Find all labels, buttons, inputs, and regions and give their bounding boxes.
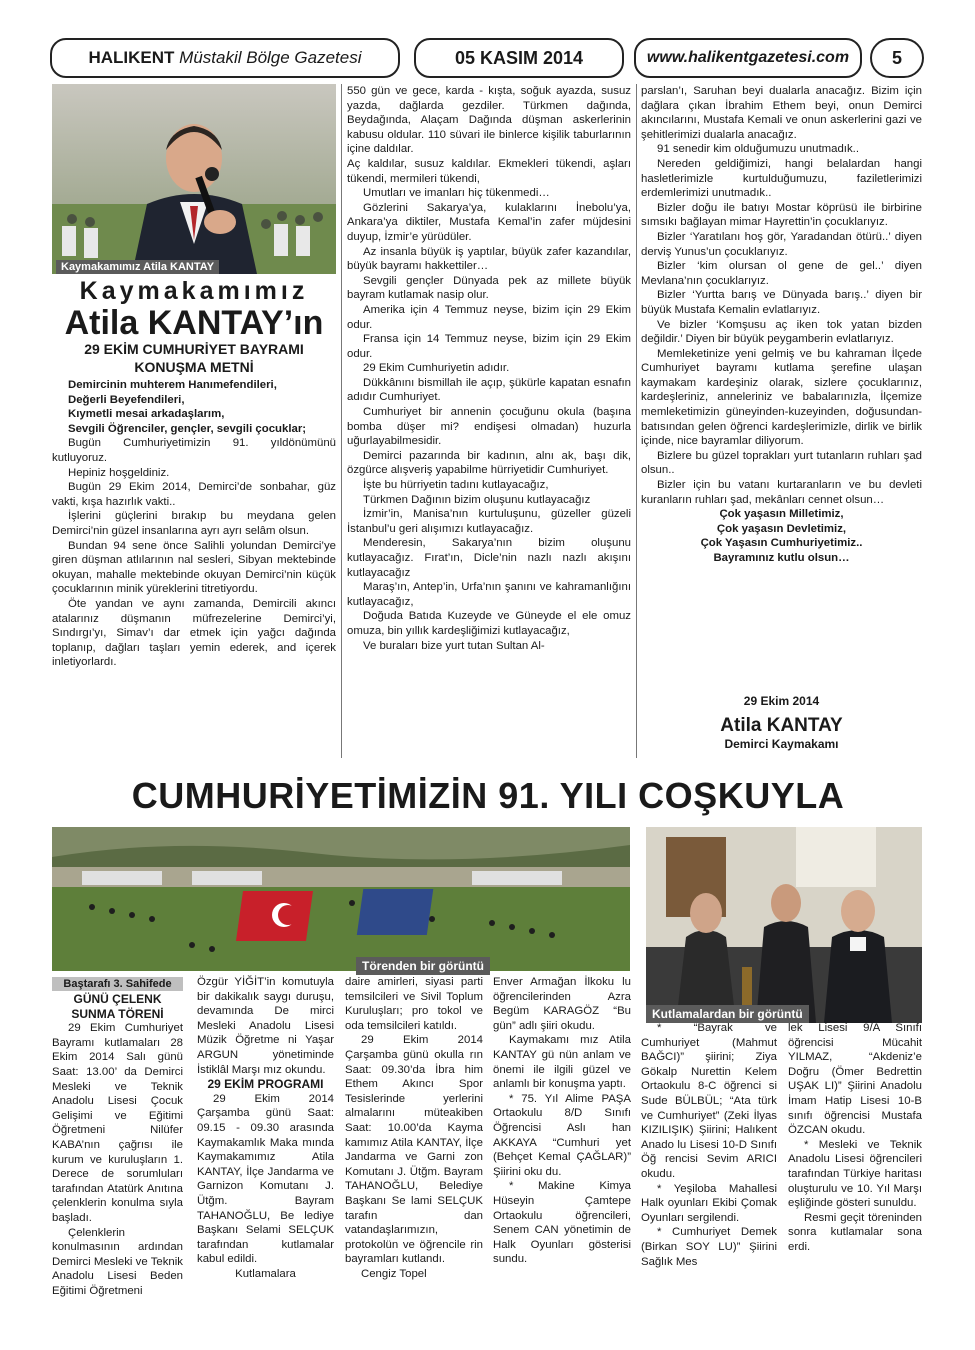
paragraph: Umutları ve imanları hiç tükenmedi…: [363, 187, 550, 200]
paragraph: Cengiz Topel: [361, 1267, 427, 1280]
news-column-4: [493, 975, 631, 1340]
signature-name: Atila KANTAY: [720, 714, 843, 736]
paragraph: parslan’ı, Saruhan beyi dualarla anacağız. Bizim için dağlara çıkan İbrahim Ethem beyi, onun Demirci akıncılarını, Mustafa Kemali ve onun askerlerini gazi ve şehitlerimizi dualarla anacağız.: [641, 85, 922, 141]
paragraph: Menderesin, Sakarya’nın bizim oluşunu kutlayacağız. Fırat’ın, Dicle’nin nazlı nazlı akışını kutlayacağız: [347, 537, 631, 579]
news-column-1: [52, 992, 183, 1342]
paragraph: * Cumhuriyet Demek (Birkan SOY LU)” Şiirini Sağlık Mes: [641, 1226, 777, 1268]
article-subtitle: 29 EKİM CUMHURİYET BAYRAMI KONUŞMA METNİ: [84, 341, 304, 375]
paragraph: Maraş’ın, Antep’in, Urfa’nın şanını ve kahramanlığını kutlayacağız,: [347, 581, 631, 608]
paragraph: Bizler ‘Yurtta barış ve Dünyada barış..’ diyen bir büyük Mustafa Kemalin evlatlarıyız.: [641, 289, 922, 316]
news-column-3: [345, 975, 483, 1340]
paragraph: daire amirleri, siyasi parti temsilcileri ve Sivil Toplum Kuruluşları; pro tokol ve oda temsilcileri katıldı.: [345, 976, 483, 1032]
paragraph: Hepiniz hoşgeldiniz.: [68, 466, 170, 479]
brand-tagline: Müstakil Bölge Gazetesi: [179, 48, 362, 67]
paragraph: * Yeşiloba Mahallesi Halk oyunları Ekibi Çomak Oyunları sergilendi.: [641, 1182, 777, 1224]
paragraph: * Makine Kimya Hüseyin Çamtepe Ortaokulu öğrencileri, Senem CAN yönetimin de Halk Oyunları gösterisi sundu.: [493, 1180, 631, 1266]
paragraph: Demircinin muhterem Hanımefendileri,: [68, 379, 277, 391]
paragraph: Bugün Cumhuriyetimizin 91. yıldönümünü kutluyoruz.: [52, 437, 336, 464]
paragraph: Bayramınız kutlu olsun…: [713, 552, 850, 564]
brand-name: HALIKENT: [88, 48, 175, 67]
ceremony-image: [52, 827, 630, 971]
paragraph: 29 Ekim 2014 Çarşamba günü okulla rın Saat: 09.30’da İbra him Ethem Akıncı Spor Tesislerinde yerlerini almalarını müteakiben Saat: 10.00’da Kayma kamımız Atila KANTAY, İlçe Jandarma ve Garni zon Komutanı J. Ütğm. Bayram TAHANOĞLU, Belediye Başkanı Se lami SELÇUK tarafın dan vatandaşlarımızın, protokolün ve öğrencile rin bayramları kutlandı.: [345, 1034, 483, 1266]
paragraph: İzmir’in, Manisa’nın kurtuluşunu, güzeller güzeli İstanbul’u geri alışımızı kutlayacağız.: [347, 508, 631, 535]
paragraph: 29 Ekim 2014 Çarşamba günü Saat: 09.15 - 09.30 arasında Kaymakamlık Maka mında Kaymakamımız Atila KANTAY, İlçe Jandarma ve Garnizon Komutanı J. Ütğm. Bayram TAHANOĞLU, Be lediye Başkanı Selami SELÇUK tarafından kutlamalar kabul edildi.: [197, 1092, 334, 1266]
article-title: Atila KANTAY’ın: [64, 304, 324, 342]
column-divider: [636, 84, 637, 758]
paragraph: 29 Ekim Cumhuriyetin adıdır.: [363, 362, 510, 375]
paragraph: 550 gün ve gece, karda - kışta, soğuk ayazda, susuz yazda, dağlarda gezdiler. Türkmen dağında, Beydağında, Alaçam Dağında düşman askerlerinin kabusu oldular. 110 süvari ile binlerce kişilik taburlarının içine daldılar.: [347, 85, 631, 156]
paragraph: Gözlerini Sakarya’ya, kulaklarını İnebolu’ya, Ankara’ya diktiler, Mustafa Kemal’in zafer müjdesini duyup, İzmir’e yürüdüler.: [347, 201, 631, 243]
paragraph: * “Bayrak ve Cumhuriyet (Mahmut BAĞCI)” şiirini; Ziya Gökalp Nurettin Kelem Ortaokulu 8-C öğrenci si Sude BÜLBÜL; “Ata türk ve Cumhuriyet” (Zeki İlyas KIZILIŞIK) Şiirini; Halıkent Anado lu Lisesi 10-D Sınıfı Öğ rencisi Sevim ARICI okudu.: [641, 1022, 777, 1180]
paragraph: 29 Ekim Cumhuriyet Bayramı kutlamaları 28 Ekim 2014 Salı günü Saat: 13.00’ da Demirci Mesleki ve Teknik Anadolu Lisesi Çocuk Gelişimi ve Eğitimi Öğretmeni Nilüfer KABA’nın çağrısı ile kurum ve kuruluşların 1. Derece de sorumluları tarafından Atatürk Anıtına çelenklerin konulma sıyla başladı.: [52, 1022, 183, 1224]
paragraph: Türkmen Dağının bizim oluşunu kutlayacağız: [363, 493, 591, 506]
paragraph: Aç kaldılar, susuz kaldılar. Ekmekleri tükendi, aşları tükendi, mermileri tükendi,: [347, 157, 631, 185]
paragraph: Özgür YİĞİT’in komutuyla bir dakikalık saygı duruşu, devamında De mirci Mesleki Anadolu Lisesi Müzik Öğretme ni Yaşar ARGUN yönetiminde İstiklâl Marşı mız okundu.: [197, 976, 334, 1076]
paragraph: 91 senedir kim olduğumuzu unutmadık..: [657, 143, 859, 156]
paragraph: Çok yaşasın Milletimiz,: [719, 508, 844, 521]
paragraph: Bizler doğu ile batıyı Mostar köprüsü ile birbirine sımsıkı bağlayan mimar Hayrettin’in çocuklarıyız.: [641, 201, 922, 229]
celebration-image: [646, 827, 922, 1023]
paragraph: Bugün 29 Ekim 2014, Demirci’de sonbahar, güz vakti, kışa hazırlık vakti..: [52, 481, 336, 508]
news-column-6: [788, 1021, 922, 1341]
paragraph: Bundan 94 sene önce Salihli yolundan Demirci’ye giren düşman atlılarının nal sesleri, Sibyan mektebinde okuyan, mahalle mektebinde okuyan Demirci’nin küçük çocuklarının minik yüreklerini titretiyordu.: [52, 539, 336, 596]
paragraph: İşlerini güçlerini bırakıp bu meydana gelen Demirci’nin güzel insanlarına ayrı ayrı selâm olsun.: [52, 510, 336, 537]
paragraph: lek Lisesi 9/A Sınıfı öğrencisi Mücahit YILMAZ, “Akdeniz’e Doğru (Ömer Bedrettin UŞAK LI)” Şiirini Anadolu İmam Hatip Lisesi 10-B sınıfı öğrencisi Mustafa ÖZCAN okudu.: [788, 1022, 922, 1137]
ceremony-caption: Törenden bir görüntü: [356, 957, 490, 975]
paragraph: Bizler ‘Yaratılanı hoş gör, Yaradandan ötürü..’ diyen derviş Yunus’un çocuklarıyız.: [641, 230, 922, 258]
paragraph: 29 EKİM PROGRAMI: [207, 1077, 324, 1092]
column-divider: [341, 84, 342, 758]
paragraph: Sevgili gençler Dünyada pek az millete büyük bayram kutlamak nasip olur.: [347, 274, 631, 302]
kaymakam-photo: [52, 84, 336, 274]
ceremony-photo: [52, 827, 630, 971]
paragraph: Bizler ‘kim olursan ol gene de gel..’ diyen Mevlana’nın çocuklarıyız.: [641, 260, 922, 287]
paragraph: Kıymetli mesai arkadaşlarım,: [68, 408, 225, 421]
photo-caption: Kaymakamımız Atila KANTAY: [56, 260, 219, 274]
news-column-5: [641, 1021, 777, 1341]
paragraph: Doğuda Batıda Kuzeyde ve Güneyde el ele omuz omuza, bin yıllık kardeşliğimizi kutlayacağız,: [347, 610, 631, 637]
paragraph: Çok yaşasın Devletimiz,: [716, 522, 847, 535]
paragraph: Amerika için 4 Temmuz neyse, bizim için 29 Ekim odur.: [347, 303, 631, 331]
celebration-caption: Kutlamalardan bir görüntü: [646, 1005, 809, 1023]
paragraph: Öte yandan ve aynı zamanda, Demircili akıncı atalarınız düşmanın müfrezelerine Demirci’yi, Sındırgı’yı, Simav’ı dar etmek için yağcı dağında toplanıp, dağları taşları yemin ederek, and içerek inletiyorlardı.: [52, 597, 336, 669]
paragraph: Kaymakamı mız Atila KANTAY gü nün anlam ve önemi ile ilgili güzel ve anlamlı bir konuşma yaptı.: [493, 1034, 631, 1091]
paragraph: Demirci pazarında bir kadının, alnı ak, başı dik, özgürce alışveriş yapabilme hürriyetidir Cumhuriyet.: [347, 449, 631, 477]
signature-date: 29 Ekim 2014: [743, 694, 820, 708]
article-kicker: Kaymakamımız: [79, 277, 309, 305]
paragraph: Kutlamalara: [235, 1267, 296, 1280]
paragraph: Ve bizler ‘Komşusu aç iken tok yatan bizden değildir.’ Diyen bir büyük peygamberin evlatlarıyız.: [641, 318, 922, 346]
paragraph: * Mesleki ve Teknik Anadolu Lisesi öğrencileri tarafından Türkiye haritası oluşturulu ve 10. Yıl Marşı eşliğinde gösteri sunuldu.: [788, 1138, 922, 1210]
paragraph: Çelenklerin konulmasının ardından Demirci Mesleki ve Teknik Anadolu Lisesi Beden Eğitimi Öğretmeni: [52, 1226, 183, 1297]
paragraph: İşte bu hürriyetin tadını kutlayacağız,: [363, 479, 549, 492]
publication-title: [50, 38, 400, 78]
paragraph: Memleketinize yeni gelmiş ve bu kahraman İlçede Cumhuriyet bayramı kutlama şerefine ulaşan kaymakam kardeşiniz olarak, sizlere çocuklarınız, kardeşleriniz, anneleriniz ve babalarınızla, İlçemize memleketimizin güneyinden-kuzeyinden, doğusundan- batısından gelen öğrenci kardeşlerimizle, dirlik ve birlik içinde, nice bayramlar diliyorum.: [641, 347, 922, 448]
article-column-3: [641, 84, 922, 694]
signature-block: [641, 694, 922, 760]
paragraph: Bizler için bu vatanı kurtaranların ve bu devleti kuranların ruhları şad, mekânları cennet olsun…: [641, 479, 922, 506]
continued-note: Baştarafı 3. Sahifede: [52, 977, 183, 991]
paragraph: Enver Armağan İlkoku lu öğrencilerinden Azra Begüm KARAGÖZ “Bu gün” adlı şiiri okudu.: [493, 976, 631, 1032]
article-column-1: [52, 378, 336, 756]
main-headline: CUMHURİYETİMİZİN 91. YILI COŞKUYLA: [131, 775, 845, 816]
website-link[interactable]: www.halikentgazetesi.com: [634, 38, 862, 78]
signature-title: Demirci Kaymakamı: [724, 736, 839, 751]
issue-date: 05 KASIM 2014: [414, 38, 624, 78]
page-number: 5: [870, 38, 924, 78]
news-column-2: [197, 975, 334, 1340]
paragraph: Az insanla büyük iş yaptılar, büyük zafer kazandılar, büyük bayramı hakkettiler…: [347, 245, 631, 273]
paragraph: * 75. Yıl Alime PAŞA Ortaokulu 8/D Sınıfı Öğrencisi Aslı han AKKAYA “Cumhuri yet (Behçet Kemal ÇAĞLAR)” Şiirini oku du.: [493, 1092, 631, 1178]
paragraph: Ve buraları bize yurt tutan Sultan Al-: [363, 639, 545, 652]
paragraph: Sevgili Öğrenciler, gençler, sevgili çocuklar;: [68, 422, 307, 435]
paragraph: Dükkânını bismillah ile açıp, şükürle kapatan esnafın adıdır Cumhuriyet.: [347, 376, 631, 404]
paragraph: Çok Yaşasın Cumhuriyetimiz..: [700, 537, 863, 550]
paragraph: Nereden geldiğimizi, hangi belalardan hangi hasletlerimizle kurtulduğumuzu, faziletlerimizi erdemlerimizi unutmadık..: [641, 157, 922, 200]
paragraph: Fransa için 14 Temmuz neyse, bizim için 29 Ekim odur.: [347, 333, 631, 360]
celebration-photo: [646, 827, 922, 1023]
paragraph: Resmi geçit töreninden sonra kutlamalar sona erdi.: [788, 1211, 922, 1253]
article-column-2: [347, 84, 631, 756]
paragraph: Bizlere bu güzel toprakları yurt tutanların ruhları şad olsun..: [641, 449, 922, 477]
speaker-image: [52, 84, 336, 274]
paragraph: Cumhuriyet bir annenin çocuğunu okula (başına bomba düşer mi? endişesi olmadan) huzurla uğurlayabilmesidir.: [347, 406, 631, 448]
section-title: GÜNÜ ÇELENK SUNMA TÖRENİ: [71, 992, 164, 1021]
paragraph: Değerli Beyefendileri,: [68, 393, 185, 406]
